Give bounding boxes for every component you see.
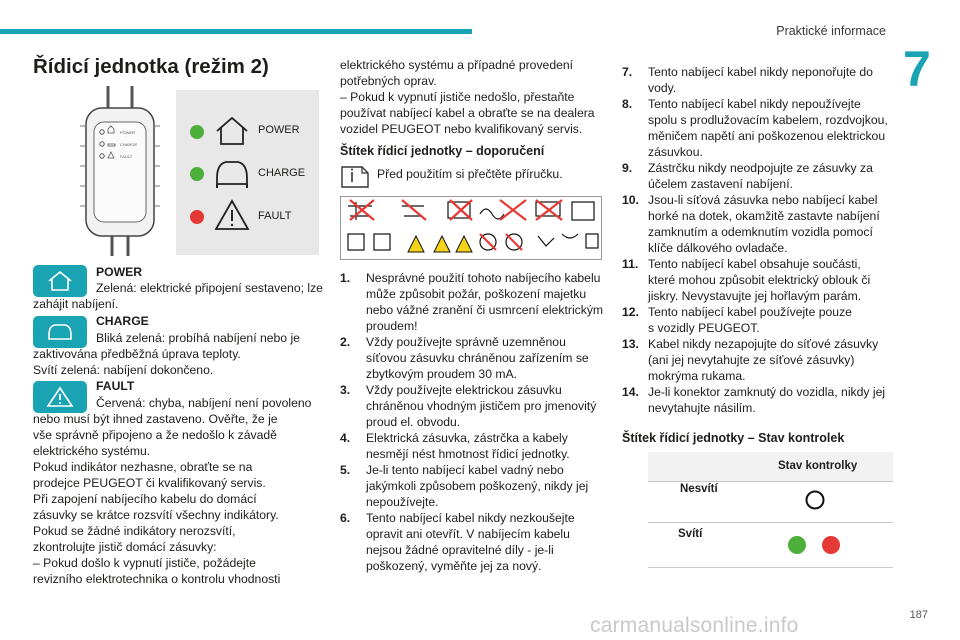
list-item: proud el. obvodu. [366,415,461,429]
body-text: používat nabíjecí kabel a obraťte se na dealera [340,106,595,120]
indicator-text: Červená: chyba, nabíjení není povoleno [96,396,312,410]
list-number: 10. [622,193,639,207]
list-item: s vozidly PEUGEOT. [648,321,760,335]
manual-icon [340,163,372,189]
control-unit-illustration [72,86,168,256]
list-item: horké na dotek, okamžitě zastavte nabíjení [648,209,880,223]
list-item: Tento nabíjecí kabel nikdy neponořujte do [648,65,873,79]
list-item: které mohou způsobit elektrický oblouk či [648,273,871,287]
list-item: proudem! [366,319,418,333]
list-item: poškozený, vyměňte jej za nový. [366,559,542,573]
red-light-icon [822,536,840,554]
list-number: 14. [622,385,639,399]
list-item: Tento nabíjecí kabel používejte pouze [648,305,852,319]
indicator-text: elektrického systému. [33,444,151,458]
list-item: síťovou zásuvku chráněnou zařízením se [366,351,589,365]
list-number: 11. [622,257,639,271]
list-item: klíče dálkového ovladače. [648,241,788,255]
power-light [190,125,204,139]
fault-light [190,210,204,224]
list-number: 12. [622,305,639,319]
fault-label: FAULT [258,210,292,222]
list-item: účelem zastavení nabíjení. [648,177,793,191]
list-item: zamknutím a odemknutím vozidla pomocí [648,225,873,239]
indicator-text: Pokud se žádné indikátory nerozsvítí, [33,524,236,538]
list-item: chráněnou vhodným jističem pro jmenovitý [366,399,597,413]
list-item: nevytahujte násilím. [648,401,756,415]
body-text: – Pokud k vypnutí jističe nedošlo, přestaňte [340,90,575,104]
header-accent-bar [0,29,472,34]
light-on-icons [786,533,844,557]
light-off-icon [804,489,826,511]
car-icon [33,316,87,348]
list-item: nebo vážné zranění či usmrcení elektrickým [366,303,604,317]
indicator-name: FAULT [96,379,135,393]
table-divider [648,522,893,523]
body-text: elektrického systému a případné provedení [340,58,574,72]
manual-note: Před použitím si přečtěte příručku. [377,167,563,181]
indicator-text: Pokud indikátor nezhasne, obraťte se na [33,460,253,474]
list-item: vody. [648,81,677,95]
green-light-icon [788,536,806,554]
list-number: 7. [622,65,633,79]
table-header-cell: Stav kontrolky [778,460,858,472]
svg-text:CHARGE: CHARGE [120,142,138,147]
section-heading: Štítek řídicí jednotky – doporučení [340,144,545,158]
indicator-text: nebo musí být ihned zastaveno. Ověřte, že je [33,412,278,426]
table-row-label: Nesvítí [680,483,718,495]
list-item: mokrýma rukama. [648,369,746,383]
list-item: Vždy používejte elektrickou zásuvku [366,383,562,397]
indicator-text: vše správně připojeno a že nedošlo k závadě [33,428,277,442]
list-number: 8. [622,97,633,111]
list-item: jakýmkoli způsobem poškozený, nikdy jej [366,479,589,493]
list-item: měničem napětí ani poškozenou elektrickou [648,129,886,143]
list-item: Je-li tento nabíjecí kabel vadný nebo [366,463,564,477]
list-item: nejsou žádné opravitelné díly - je-li [366,543,554,557]
list-item: (ani jej nevytahujte ze síťové zásuvky) [648,353,855,367]
indicator-text: zaktivována předběžná úprava teploty. [33,347,241,361]
indicator-text: zahájit nabíjení. [33,297,119,311]
indicator-name: CHARGE [96,314,149,328]
list-number: 4. [340,431,351,445]
list-item: Tento nabíjecí kabel nikdy nepoužívejte [648,97,861,111]
house-icon [33,265,87,297]
chapter-number: 7 [903,41,931,97]
body-text: potřebných oprav. [340,74,437,88]
list-item: Tento nabíjecí kabel obsahuje součásti, [648,257,861,271]
list-item: nepoužívejte. [366,495,439,509]
page-title: Řídicí jednotka (režim 2) [33,55,269,78]
charge-light [190,167,204,181]
charge-label: CHARGE [258,167,306,179]
label-pictograms [340,196,602,260]
list-number: 3. [340,383,351,397]
warning-icon [33,381,87,413]
indicator-text: Bliká zelená: probíhá nabíjení nebo je [96,331,300,345]
indicator-text: revizního elektrotechnika o kontrolu vhodnosti [33,572,281,586]
table-row-label: Svítí [678,528,703,540]
list-item: Je-li konektor zamknutý do vozidla, nikdy jej [648,385,886,399]
list-number: 6. [340,511,351,525]
list-item: jiskry. Nevystavujte jej hořlavým parám. [648,289,862,303]
list-item: zásuvkou. [648,145,703,159]
indicator-text: Při zapojení nabíjecího kabelu do domácí [33,492,257,506]
list-item: nesmějí nést hmotnost řídicí jednotky. [366,447,570,461]
list-number: 5. [340,463,351,477]
list-item: Nesprávné použití tohoto nabíjecího kabelu [366,271,601,285]
list-number: 1. [340,271,351,285]
body-text: vozidel PEUGEOT nebo kvalifikovaný servis. [340,122,583,136]
list-item: Elektrická zásuvka, zástrčka a kabely [366,431,568,445]
list-item: Vždy používejte správně uzemněnou [366,335,566,349]
watermark: carmanualsonline.info [590,614,799,637]
section-title: Praktické informace [776,24,886,38]
indicator-text: Svítí zelená: nabíjení dokončeno. [33,363,214,377]
indicator-text: prodejce PEUGEOT či kvalifikovaný servis. [33,476,266,490]
table-divider [648,567,893,568]
svg-text:POWER: POWER [120,130,136,135]
list-item: Jsou-li síťová zásuvka nebo nabíjecí kabel [648,193,878,207]
list-number: 13. [622,337,639,351]
list-item: Zástrčku nikdy neodpojujte ze zásuvky za [648,161,873,175]
power-label: POWER [258,124,300,136]
list-number: 9. [622,161,633,175]
indicator-text: zásuvky se krátce rozsvítí všechny indikátory. [33,508,279,522]
indicator-name: POWER [96,265,143,279]
page-number: 187 [909,609,928,621]
list-number: 2. [340,335,351,349]
list-item: Kabel nikdy nezapojujte do síťové zásuvky [648,337,879,351]
svg-text:FAULT: FAULT [120,154,133,159]
list-item: může způsobit požár, poškození majetku [366,287,587,301]
section-heading: Štítek řídicí jednotky – Stav kontrolek [622,431,845,445]
list-item: spolu s prodlužovacím kabelem, rozdvojkou, [648,113,888,127]
indicator-panel [176,90,319,255]
indicator-text: Zelená: elektrické připojení sestaveno; lze [96,281,323,295]
indicator-text: – Pokud došlo k vypnutí jističe, požádejte [33,556,256,570]
list-item: opravit ani otevřít. V nabíjecím kabelu [366,527,570,541]
list-item: zbytkovým proudem 30 mA. [366,367,518,381]
indicator-text: zkontrolujte jistič domácí zásuvky: [33,540,217,554]
list-item: Tento nabíjecí kabel nikdy nezkoušejte [366,511,575,525]
